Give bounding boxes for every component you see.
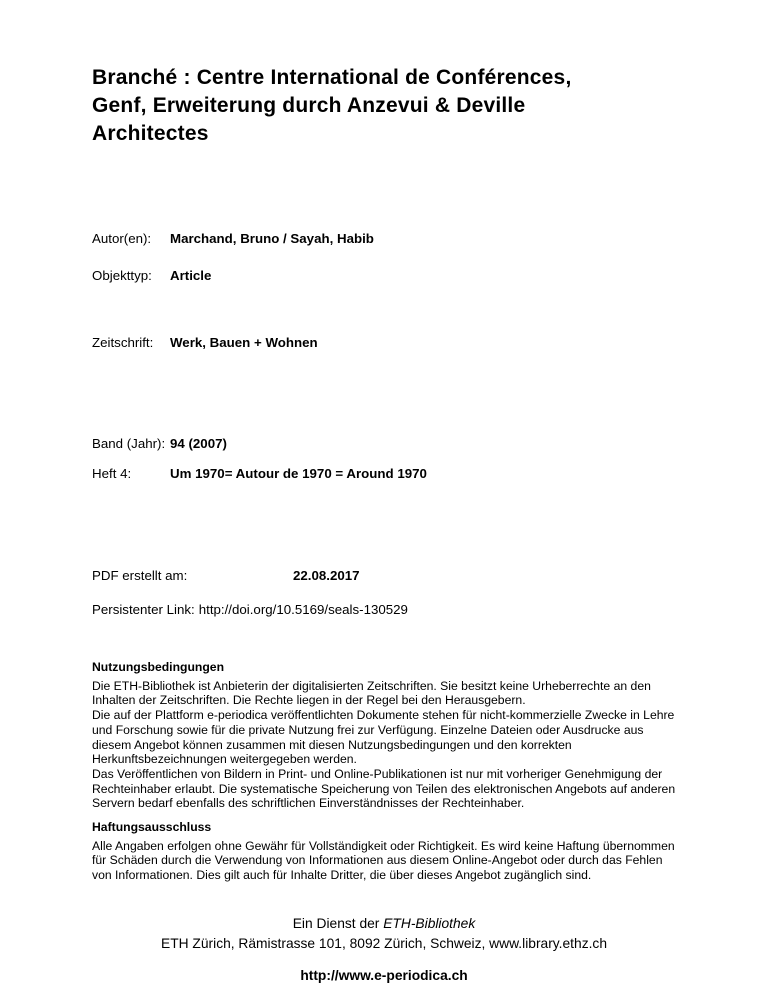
meta-value: Article [170, 268, 212, 283]
meta-value: 94 (2007) [170, 436, 227, 451]
footer-site-line [0, 966, 768, 986]
persistent-link-label: Persistenter Link: [92, 602, 195, 617]
terms-of-use-heading: Nutzungsbedingungen [92, 660, 225, 674]
terms-of-use-paragraph: Die auf der Plattform e-periodica veröffentlichten Dokumente stehen für nicht-kommerzielle Zwecke in Lehre und Forschung sowie für die private Nutzung frei zur Verfügung. Einzelne Dateien oder Ausdrucke aus diesem Angebot können zusammen mit diesen Nutzungsbedingungen und den korrekten Herkunftsbezeichnungen weitergegeben werden. [92, 708, 675, 767]
meta-value: Marchand, Bruno / Sayah, Habib [170, 231, 374, 246]
disclaimer-heading: Haftungsausschluss [92, 820, 212, 835]
page-title [92, 64, 712, 148]
footer [0, 914, 768, 986]
footer-service-prefix: Ein Dienst der [292, 916, 384, 931]
meta-label: PDF erstellt am: [92, 568, 188, 583]
footer-service-line [0, 914, 768, 934]
title-line: Genf, Erweiterung durch Anzevui & Deville [92, 94, 526, 117]
meta-row-journal [92, 335, 712, 351]
meta-row-object-type [92, 268, 712, 284]
persistent-link-url[interactable]: http://doi.org/10.5169/seals-130529 [198, 602, 408, 617]
terms-of-use-paragraph: Das Veröffentlichen von Bildern in Print- und Online-Publikationen ist nur mit vorheriger Genehmigung der Rechteinhaber erlaubt. Die systematische Speicherung von Teilen des elektronischen Angebots auf anderen Servern bedarf ebenfalls des schriftlichen Einverständnisses der Rechteinhaber. [92, 766, 676, 811]
footer-address-line: ETH Zürich, Rämistrasse 101, 8092 Zürich, Schweiz, www.library.ethz.ch [161, 936, 607, 951]
meta-row-volume [92, 436, 712, 452]
meta-value: Um 1970= Autour de 1970 = Around 1970 [170, 466, 427, 481]
meta-label: Heft 4: [92, 466, 132, 481]
persistent-link-row [92, 602, 712, 618]
meta-row-pdf-created [92, 568, 712, 584]
meta-value: Werk, Bauen + Wohnen [170, 335, 318, 350]
meta-row-issue [92, 466, 712, 482]
meta-label: Zeitschrift: [92, 335, 154, 350]
meta-label: Autor(en): [92, 231, 152, 246]
meta-value: 22.08.2017 [293, 568, 360, 583]
title-line: Branché : Centre International de Conférences, [92, 66, 572, 89]
meta-label: Band (Jahr): [92, 436, 166, 451]
e-periodica-link[interactable]: http://www.e-periodica.ch [300, 968, 468, 983]
disclaimer-paragraph: Alle Angaben erfolgen ohne Gewähr für Vollständigkeit oder Richtigkeit. Es wird keine Haftung übernommen für Schäden durch die Verwendung von Informationen aus diesem Online-Angebot oder durch das Fehlen von Informationen. Dies gilt auch für Inhalte Dritter, die über dieses Angebot zugänglich sind. [92, 838, 675, 883]
terms-of-use-paragraph: Die ETH-Bibliothek ist Anbieterin der digitalisierten Zeitschriften. Sie besitzt keine Urheberrechte an den Inhalten der Zeitschriften. Die Rechte liegen in der Regel bei den Herausgebern. [92, 678, 651, 708]
title-line: Architectes [92, 122, 209, 145]
terms-section [92, 660, 678, 883]
footer-service-name: ETH-Bibliothek [383, 916, 476, 931]
meta-label: Objekttyp: [92, 268, 152, 283]
meta-row-author [92, 231, 712, 247]
